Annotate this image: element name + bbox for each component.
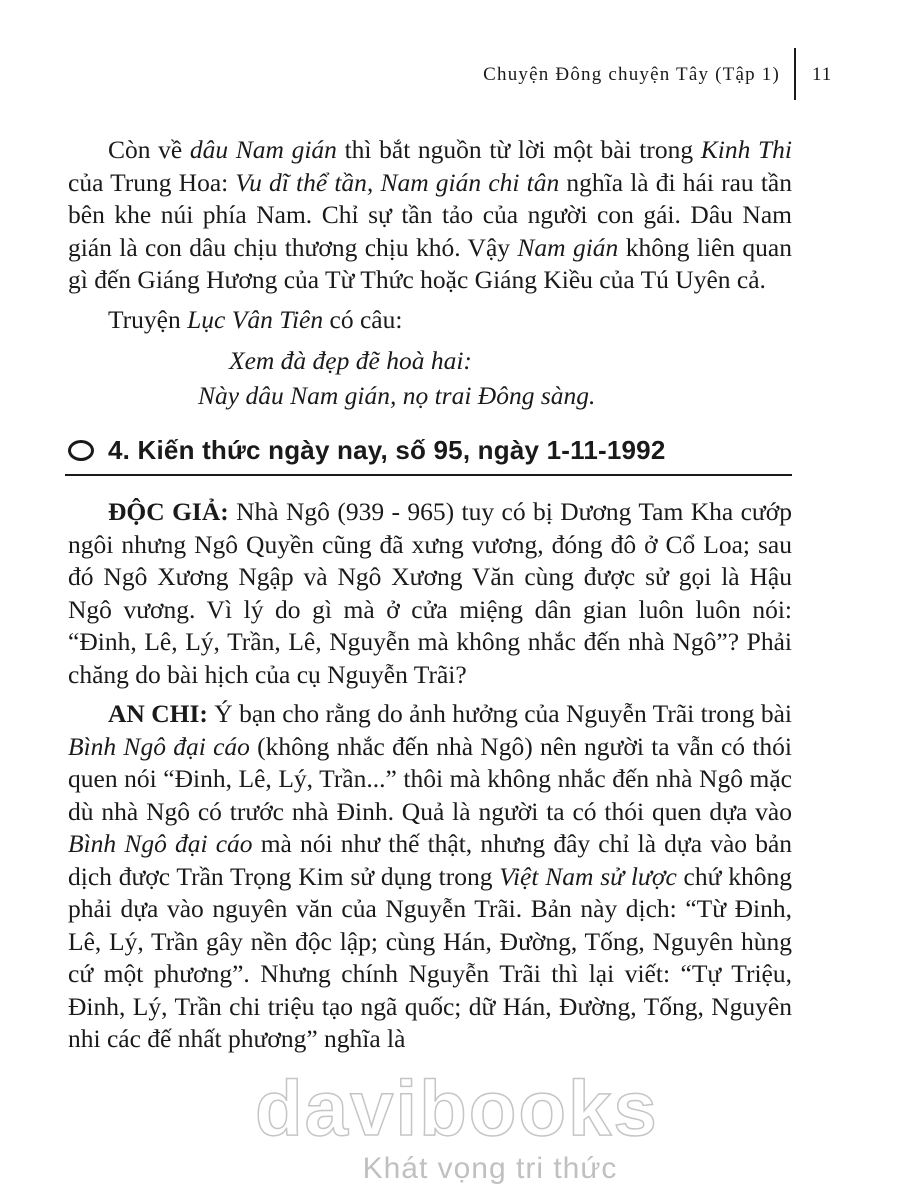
intro-paragraph: Còn về dâu Nam gián thì bắt nguồn từ lời một bài trong Kinh Thi của Trung Hoa: Vu dĩ thể tần, Nam gián chi tân nghĩa là đi hái rau tần bên khe núi phía Nam. Chỉ sự tần tảo của người con gái. Dâu Nam gián là con dâu chịu thương chịu khó. Vậy Nam gián không liên quan gì đến Giáng Hương của Từ Thức hoặc Giáng Kiều của Tú Uyên cả. (68, 135, 793, 294)
reader-question: ĐỘC GIẢ: Nhà Ngô (939 - 965) tuy có bị Dương Tam Kha cướp ngôi nhưng Ngô Quyền cũng đã xưng vương, đóng đô ở Cổ Loa; sau đó Ngô Xương Ngập và Ngô Xương Văn cùng được sử gọi là Hậu Ngô vương. Vì lý do gì mà ở cửa miệng dân gian luôn luôn nói: “Đinh, Lê, Lý, Trần, Lê, Nguyễn mà không nhắc đến nhà Ngô”? Phải chăng do bài hịch của cụ Nguyễn Trãi? (68, 497, 792, 689)
verse-line-2: Này dâu Nam gián, nọ trai Đông sàng. (198, 381, 596, 410)
speaker-label: ĐỘC GIẢ: (108, 497, 229, 526)
watermark-brand: davibooks (255, 1064, 659, 1152)
watermark-tagline: Khát vọng tri thức (362, 1152, 618, 1185)
page-body (68, 134, 792, 1063)
section-heading (65, 435, 792, 476)
verse-intro-line: Truyện Lục Vân Tiên có câu: (108, 304, 403, 334)
verse-line-1: Xem đà đẹp đẽ hoà hai: (229, 346, 472, 375)
page-number: 11 (812, 64, 833, 85)
header-divider (794, 48, 796, 100)
author-answer: AN CHI: Ý bạn cho rằng do ảnh hưởng của Nguyễn Trãi trong bài Bình Ngô đại cáo (không nhắc đến nhà Ngô) nên người ta vẫn có thói quen nói “Đinh, Lê, Lý, Trần...” thôi mà không nhắc đến nhà Ngô mặc dù nhà Ngô có trước nhà Đinh. Quả là người ta có thói quen dựa vào Bình Ngô đại cáo mà nói như thế thật, nhưng đây chỉ là dựa vào bản dịch được Trần Trọng Kim sử dụng trong Việt Nam sử lược chứ không phải dựa vào nguyên văn của Nguyễn Trãi. Bản này dịch: “Từ Đinh, Lê, Lý, Trần gây nền độc lập; cùng Hán, Đường, Tống, Nguyên hùng cứ một phương”. Nhưng chính Nguyễn Trãi thì lại viết: “Tự Triệu, Đinh, Lý, Trần chi triệu tạo ngã quốc; dữ Hán, Đường, Tống, Nguyên nhi các đế nhất phương” nghĩa là (68, 699, 793, 1053)
section-title: 4. Kiến thức ngày nay, số 95, ngày 1-11-1992 (108, 435, 666, 465)
running-head-title: Chuyện Đông chuyện Tây (Tập 1) (483, 64, 780, 85)
circle-bullet-icon (68, 440, 94, 461)
speaker-label: AN CHI: (108, 699, 208, 728)
